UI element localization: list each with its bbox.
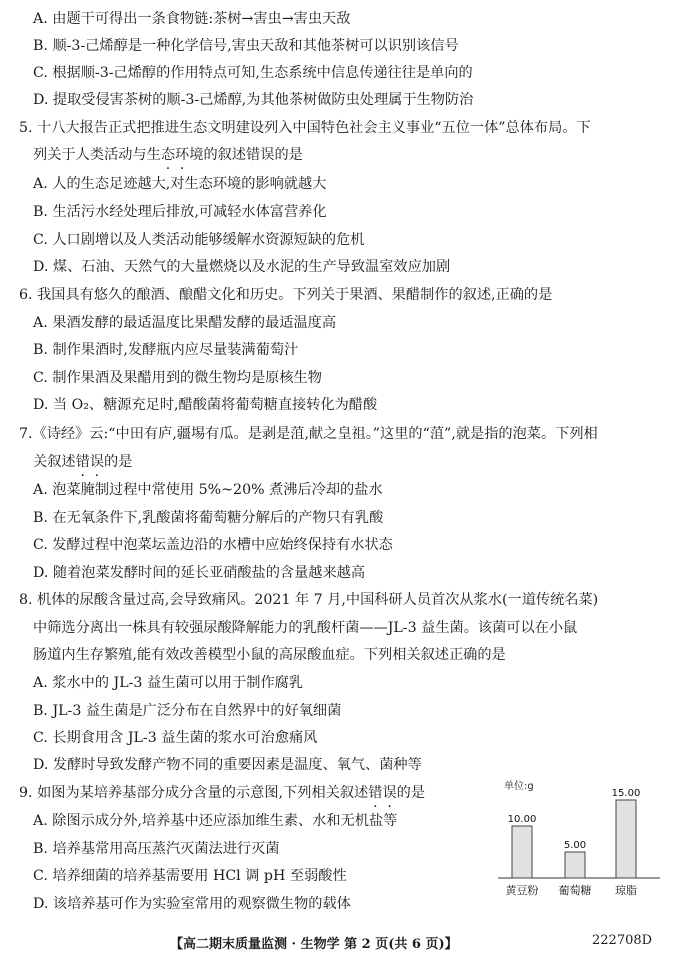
chart-value-label: 10.00 <box>507 814 537 825</box>
chart-value-label: 15.00 <box>611 788 641 799</box>
question-stem-continued: 列关于人类活动与生态环境的叙述错误的是 <box>33 147 303 163</box>
emphasis-dot-char: 误 <box>382 785 397 801</box>
answer-option: B. 在无氧条件下,乳酸菌将葡萄糖分解后的产物只有乳酸 <box>33 510 384 526</box>
chart-category-label: 葡萄糖 <box>558 884 592 897</box>
question-stem: 7.《诗经》云:“中田有庐,疆埸有瓜。是剥是菹,献之皇祖。”这里的“菹”,就是指的泡菜。下列相 <box>19 426 598 442</box>
answer-option: C. 长期食用含 JL-3 益生菌的浆水可治愈痛风 <box>33 730 318 746</box>
question-stem-continued: 关叙述错误的是 <box>33 454 133 470</box>
question-stem-continued: 肠道内生存繁殖,能有效改善模型小鼠的高尿酸血症。下列相关叙述正确的是 <box>33 647 506 663</box>
chart-category-label: 琼脂 <box>615 884 637 897</box>
answer-option: B. JL-3 益生菌是广泛分布在自然界中的好氧细菌 <box>33 703 342 719</box>
answer-option: A. 果酒发酵的最适温度比果醋发酵的最适温度高 <box>33 315 337 331</box>
chart-bar <box>512 826 532 878</box>
answer-option: C. 发酵过程中泡菜坛盖边沿的水槽中应始终保持有水状态 <box>33 537 393 553</box>
bar-chart <box>490 778 670 898</box>
exam-code: 222708D <box>592 933 653 948</box>
question-stem: 9. 如图为某培养基部分成分含量的示意图,下列相关叙述错误的是 <box>19 785 426 801</box>
answer-option: C. 人口剧增以及人类活动能够缓解水资源短缺的危机 <box>33 232 365 248</box>
emphasis-dot-char: 态 <box>160 147 176 163</box>
emphasis-dot-char: 环 <box>175 147 190 163</box>
answer-option: C. 培养细菌的培养基需要用 HCl 调 pH 至弱酸性 <box>33 868 347 884</box>
answer-option: D. 发酵时导致发酵产物不同的重要因素是温度、氧气、菌种等 <box>33 757 422 773</box>
answer-option: B. 培养基常用高压蒸汽灭菌法进行灭菌 <box>33 841 280 857</box>
question-stem: 6. 我国具有悠久的酿酒、酿醋文化和历史。下列关于果酒、果醋制作的叙述,正确的是 <box>19 287 553 303</box>
answer-option: D. 随着泡菜发酵时间的延长亚硝酸盐的含量越来越高 <box>33 565 366 581</box>
answer-option: D. 煤、石油、天然气的大量燃烧以及水泥的生产导致温室效应加剧 <box>33 259 451 275</box>
question-stem: 5. 十八大报告正式把推进生态文明建设列入中国特色社会主义事业“五位一体”总体布局。下 <box>19 120 591 136</box>
answer-option: B. 制作果酒时,发酵瓶内应尽量装满葡萄汁 <box>33 342 299 358</box>
chart-bar <box>616 800 636 878</box>
answer-option: C. 制作果酒及果醋用到的微生物均是原核生物 <box>33 370 322 386</box>
page-footer: 【高二期末质量监测 · 生物学 第 2 页(共 6 页)】 <box>170 937 458 952</box>
emphasis-dot-char: 错 <box>368 785 383 801</box>
answer-option: A. 人的生态足迹越大,对生态环境的影响就越大 <box>33 176 327 192</box>
chart-category-label: 黄豆粉 <box>505 884 539 897</box>
answer-option: B. 生活污水经处理后排放,可减轻水体富营养化 <box>33 204 327 220</box>
answer-option: D. 该培养基可作为实验室常用的观察微生物的载体 <box>33 896 351 912</box>
emphasis-dot-char: 错 <box>75 454 90 470</box>
chart-unit-label: 单位:g <box>504 781 534 792</box>
answer-option: A. 泡菜腌制过程中常使用 5%~20% 煮沸后冷却的盐水 <box>33 482 383 498</box>
answer-option: A. 由题干可得出一条食物链:茶树→害虫→害虫天敌 <box>33 11 351 27</box>
answer-option: A. 除图示成分外,培养基中还应添加维生素、水和无机盐等 <box>33 813 398 829</box>
question-stem-continued: 中筛选分离出一株具有较强尿酸降解能力的乳酸杆菌——JL-3 益生菌。该菌可以在小鼠 <box>33 620 578 636</box>
answer-option: C. 根据顺-3-己烯醇的作用特点可知,生态系统中信息传递往往是单向的 <box>33 65 473 81</box>
answer-option: D. 当 O₂、糖源充足时,醋酸菌将葡萄糖直接转化为醋酸 <box>33 397 378 413</box>
emphasis-dot-char: 误 <box>89 454 105 470</box>
question-stem: 8. 机体的尿酸含量过高,会导致痛风。2021 年 7 月,中国科研人员首次从浆水(一道传统名菜) <box>19 592 599 608</box>
answer-option: A. 浆水中的 JL-3 益生菌可以用于制作腐乳 <box>33 675 304 691</box>
answer-option: D. 提取受侵害茶树的顺-3-己烯醇,为其他茶树做防虫处理属于生物防治 <box>33 92 474 108</box>
answer-option: B. 顺-3-己烯醇是一种化学信号,害虫天敌和其他茶树可以识别该信号 <box>33 38 459 54</box>
chart-bar <box>565 852 585 878</box>
chart-value-label: 5.00 <box>563 840 587 851</box>
